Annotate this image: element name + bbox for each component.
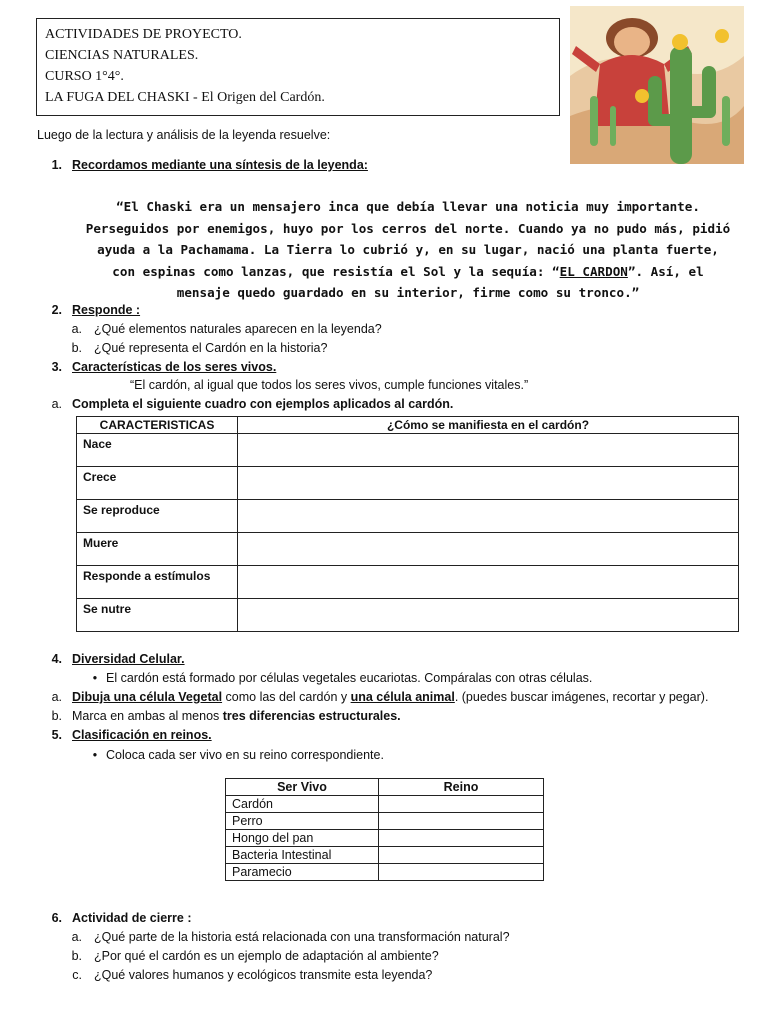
table-row [226, 796, 544, 813]
characteristics-table [76, 416, 739, 632]
question-6a-letter: a. [71, 930, 82, 944]
answer-cell[interactable] [238, 467, 739, 500]
characteristics-header-col-1: CARACTERISTICAS [77, 417, 238, 434]
question-6a [62, 930, 510, 944]
section-4a-part-2: como las del cardón y [222, 690, 351, 704]
question-6a-text: ¿Qué parte de la historia está relacionada con una transformación natural? [94, 930, 510, 944]
question-6b [62, 949, 439, 963]
characteristic-label: Crece [77, 467, 238, 500]
question-6b-text: ¿Por qué el cardón es un ejemplo de adaptación al ambiente? [94, 949, 439, 963]
section-4-heading [40, 652, 185, 666]
section-4b-letter: b. [51, 709, 62, 723]
section-4-bullet-text: El cardón está formado por células vegetales eucariotas. Compáralas con otras células. [106, 671, 593, 685]
answer-cell[interactable] [238, 599, 739, 632]
section-4a-letter: a. [51, 690, 62, 704]
section-5-number: 5. [51, 728, 62, 742]
section-1-heading [40, 158, 368, 172]
section-1-title: Recordamos mediante una síntesis de la leyenda: [72, 158, 368, 172]
section-6-heading [40, 911, 192, 925]
section-4-bullet [0, 671, 592, 685]
living-being: Bacteria Intestinal [226, 847, 379, 864]
answer-cell[interactable] [238, 500, 739, 533]
kingdom-cell[interactable] [379, 796, 544, 813]
characteristic-label: Responde a estímulos [77, 566, 238, 599]
section-2-heading [40, 303, 140, 317]
characteristic-label: Se nutre [77, 599, 238, 632]
header-box [36, 18, 560, 116]
answer-cell[interactable] [238, 434, 739, 467]
characteristics-table-header [77, 417, 739, 434]
section-3-title: Características de los seres vivos. [72, 360, 277, 374]
table-row [77, 599, 739, 632]
legend-summary-part-2: ”. Así, el mensaje quedo guardado en su interior, firme como su tronco.” [176, 263, 704, 300]
legend-summary [84, 196, 732, 304]
section-4b-part-2: tres diferencias estructurales. [222, 709, 401, 723]
header-line-2: CIENCIAS NATURALES. [45, 48, 199, 63]
section-4a-part-3: una célula animal [350, 690, 455, 704]
kingdom-cell[interactable] [379, 813, 544, 830]
kingdoms-table [225, 778, 544, 881]
living-being: Cardón [226, 796, 379, 813]
section-4a-part-1: Dibuja una célula Vegetal [72, 690, 223, 704]
table-row [77, 533, 739, 566]
header-line-1: ACTIVIDADES DE PROYECTO. [45, 27, 242, 42]
section-6-number: 6. [51, 911, 62, 925]
section-5-title: Clasificación en reinos. [72, 728, 212, 742]
section-3-quote: “El cardón, al igual que todos los seres vivos, cumple funciones vitales.” [130, 378, 529, 392]
section-6-title: Actividad de cierre : [72, 911, 192, 925]
section-4b [40, 709, 401, 723]
question-2b-letter: b. [71, 341, 82, 355]
kingdoms-header-col-2: Reino [379, 779, 544, 796]
kingdoms-header-col-1: Ser Vivo [226, 779, 379, 796]
section-2-number: 2. [51, 303, 62, 317]
table-row [77, 434, 739, 467]
section-3a-letter: a. [51, 397, 62, 411]
kingdom-cell[interactable] [379, 830, 544, 847]
cactus-illustration [570, 6, 744, 164]
section-4-number: 4. [51, 652, 62, 666]
section-5-bullet-text: Coloca cada ser vivo en su reino correspondiente. [106, 748, 384, 762]
question-2a-letter: a. [71, 322, 82, 336]
section-3-heading [40, 360, 276, 374]
question-2a [62, 322, 382, 336]
question-2a-text: ¿Qué elementos naturales aparecen en la leyenda? [94, 322, 382, 336]
kingdoms-table-header [226, 779, 544, 796]
section-2-title: Responde : [72, 303, 141, 317]
section-4a-part-4: . (puedes buscar imágenes, recortar y pegar). [454, 690, 709, 704]
section-5-bullet [0, 748, 384, 762]
living-being: Hongo del pan [226, 830, 379, 847]
characteristics-header-col-2: ¿Cómo se manifiesta en el cardón? [238, 417, 739, 434]
question-6c-letter: c. [72, 968, 82, 982]
bullet-icon: • [92, 748, 98, 762]
table-row [226, 830, 544, 847]
living-being: Paramecio [226, 864, 379, 881]
answer-cell[interactable] [238, 566, 739, 599]
kingdom-cell[interactable] [379, 847, 544, 864]
table-row [77, 566, 739, 599]
header-line-3: CURSO 1°4°. [45, 69, 124, 84]
table-row [77, 467, 739, 500]
legend-summary-part-1: “El Chaski era un mensajero inca que debía llevar una noticia muy importante. Perseguidos por enemigos, huyo por los cerros del norte. Cuando ya no pudo más, pidió ayuda a la Pachamama. La Tierra lo cubrió y, en su lugar, nació una planta fuerte, con espinas como lanzas, que resistía el Sol y la sequía: “ [85, 199, 731, 279]
characteristic-label: Nace [77, 434, 238, 467]
question-2b-text: ¿Qué representa el Cardón en la historia? [94, 341, 328, 355]
table-row [226, 864, 544, 881]
section-3a-text: Completa el siguiente cuadro con ejemplos aplicados al cardón. [72, 397, 454, 411]
table-row [77, 500, 739, 533]
question-6c [62, 968, 432, 982]
section-4-title: Diversidad Celular. [72, 652, 185, 666]
bullet-icon: • [92, 671, 98, 685]
question-6b-letter: b. [71, 949, 82, 963]
section-1-number: 1. [51, 158, 62, 172]
header-line-4: LA FUGA DEL CHASKI - El Origen del Cardón. [45, 90, 325, 105]
section-4a [40, 690, 708, 704]
living-being: Perro [226, 813, 379, 830]
intro-text: Luego de la lectura y análisis de la leyenda resuelve: [37, 128, 331, 142]
answer-cell[interactable] [238, 533, 739, 566]
characteristic-label: Muere [77, 533, 238, 566]
question-2b [62, 341, 327, 355]
table-row [226, 813, 544, 830]
kingdom-cell[interactable] [379, 864, 544, 881]
section-3-number: 3. [51, 360, 62, 374]
section-3a [40, 397, 453, 411]
legend-summary-highlight: EL CARDON [559, 263, 628, 279]
section-5-heading [40, 728, 212, 742]
characteristic-label: Se reproduce [77, 500, 238, 533]
section-4b-part-1: Marca en ambas al menos [72, 709, 223, 723]
question-6c-text: ¿Qué valores humanos y ecológicos transmite esta leyenda? [94, 968, 433, 982]
table-row [226, 847, 544, 864]
